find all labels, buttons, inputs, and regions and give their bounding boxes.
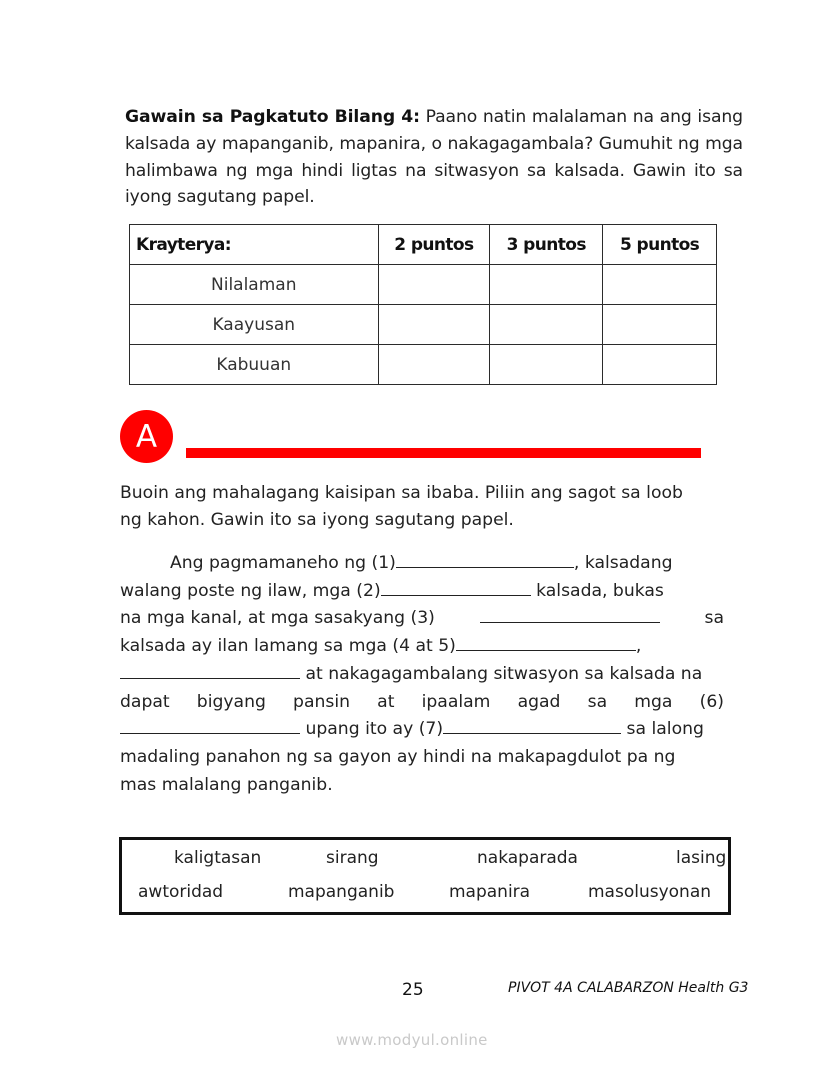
score-cell <box>490 305 603 345</box>
section-letter-badge: A <box>120 410 173 463</box>
footer-source: PIVOT 4A CALABARZON Health G3 <box>508 980 749 996</box>
blank-1 <box>396 550 574 568</box>
paragraph-line: dapat bigyang pansin at ipaalam agad sa mga (6) <box>120 691 724 712</box>
blank-4 <box>456 633 636 651</box>
activity-prompt <box>125 104 743 211</box>
rubric-table <box>129 224 717 385</box>
word-option: mapanganib <box>288 882 395 902</box>
word-option: lasing <box>676 848 727 868</box>
score-cell <box>490 265 603 305</box>
score-cell <box>603 345 717 385</box>
prompt-line-4: ito sa iyong sagutang papel. <box>125 160 743 208</box>
prompt-line-3: mga halimbawa ng mga hindi ligtas na sitwasyon sa kalsada. Gawin <box>125 133 743 181</box>
rubric-header-row <box>130 225 717 265</box>
instructions <box>120 480 724 533</box>
table-row <box>130 265 717 305</box>
score-cell <box>490 345 603 385</box>
word-option: mapanira <box>449 882 531 902</box>
score-cell <box>378 305 490 345</box>
blank-3 <box>480 605 660 623</box>
criteria-kaayusan: Kaayusan <box>130 305 379 345</box>
word-option: nakaparada <box>477 848 578 868</box>
word-option: masolusyonan <box>588 882 712 902</box>
header-criteria: Krayterya: <box>130 225 379 265</box>
instructions-line-1: Buoin ang mahalagang kaisipan sa ibaba. Piliin ang sagot sa loob <box>120 483 683 503</box>
paragraph-line: madaling panahon ng sa gayon ay hindi na makapagdulot pa ng <box>120 746 676 767</box>
blank-7 <box>443 716 621 734</box>
score-cell <box>378 265 490 305</box>
score-cell <box>603 305 717 345</box>
header-2-points: 2 puntos <box>378 225 490 265</box>
paragraph-line: upang ito ay (7) sa lalong <box>120 716 724 744</box>
paragraph-line: na mga kanal, at mga sasakyang (3) sa <box>120 605 724 633</box>
blank-6 <box>120 716 300 734</box>
table-row <box>130 345 717 385</box>
paragraph-line: at nakagagambalang sitwasyon sa kalsada na <box>120 661 724 689</box>
watermark: www.modyul.online <box>336 1031 488 1049</box>
paragraph-line: kalsada ay ilan lamang sa mga (4 at 5) , <box>120 633 724 661</box>
score-cell <box>603 265 717 305</box>
score-cell <box>378 345 490 385</box>
header-3-points: 3 puntos <box>490 225 603 265</box>
criteria-kabuuan: Kabuuan <box>130 345 379 385</box>
blank-5 <box>120 661 300 679</box>
section-divider-bar <box>186 448 701 458</box>
text: Ang pagmamaneho ng (1) <box>170 553 396 573</box>
word-option: kaligtasan <box>174 848 262 868</box>
instructions-line-2: ng kahon. Gawin ito sa iyong sagutang papel. <box>120 509 514 530</box>
paragraph-line: walang poste ng ilaw, mga (2) kalsada, bukas <box>120 578 724 606</box>
table-row <box>130 305 717 345</box>
blank-2 <box>381 578 531 596</box>
header-5-points: 5 puntos <box>603 225 717 265</box>
fill-in-paragraph <box>120 550 724 799</box>
criteria-nilalaman: Nilalaman <box>130 265 379 305</box>
page-number: 25 <box>402 980 424 1000</box>
activity-title: Gawain sa Pagkatuto Bilang 4: <box>125 107 420 127</box>
prompt-line-2: kalsada ay mapanganib, mapanira, o nakagagambala? Gumuhit ng <box>125 133 700 154</box>
word-option: sirang <box>326 848 379 868</box>
word-option: awtoridad <box>138 882 224 902</box>
prompt-line-1: Paano natin malalaman na ang isang <box>419 107 743 127</box>
paragraph-line: mas malalang panganib. <box>120 774 333 795</box>
word-bank-box <box>119 837 731 915</box>
paragraph-line: Ang pagmamaneho ng (1) , kalsadang <box>120 550 724 578</box>
